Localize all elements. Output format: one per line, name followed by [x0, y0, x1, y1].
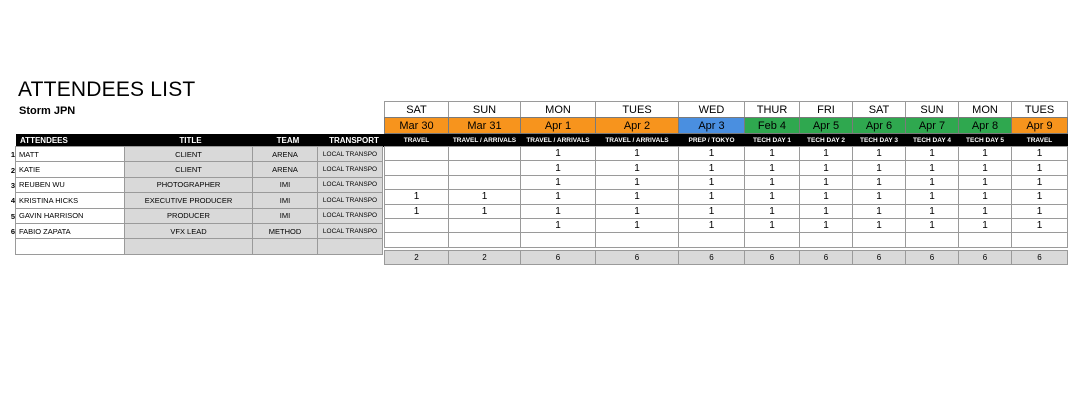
attendance-cell[interactable]: 1 [958, 146, 1012, 161]
attendance-cell[interactable]: 1 [678, 204, 745, 219]
attendance-cell[interactable]: 1 [678, 189, 745, 204]
day-column [449, 102, 521, 265]
attendee-row [4, 147, 387, 162]
attendee-transport-cell[interactable]: LOCAL TRANSPO [317, 177, 383, 193]
attendance-cell[interactable]: 1 [595, 160, 679, 175]
activity-cell[interactable]: TECH DAY 5 [958, 134, 1012, 147]
attendee-team-cell[interactable]: ARENA [252, 146, 318, 162]
attendance-cell[interactable]: 1 [905, 204, 959, 219]
attendance-cell[interactable]: 1 [744, 189, 800, 204]
attendee-name-cell[interactable]: GAVIN HARRISON [15, 208, 125, 224]
attendee-title-cell[interactable]: PHOTOGRAPHER [124, 177, 253, 193]
activity-cell[interactable]: TECH DAY 4 [905, 134, 959, 147]
day-name-cell[interactable]: WED [678, 101, 745, 118]
sheet-title: ATTENDEES LIST [18, 78, 196, 101]
attendance-cell[interactable] [448, 175, 521, 190]
attendance-cell[interactable]: 1 [1011, 175, 1068, 190]
attendance-cell[interactable]: 1 [799, 160, 853, 175]
attendee-team-cell[interactable]: IMI [252, 177, 318, 193]
attendance-cell[interactable]: 1 [1011, 160, 1068, 175]
attendance-cell[interactable]: 1 [520, 189, 596, 204]
date-cell[interactable]: Apr 3 [678, 117, 745, 134]
attendance-cell[interactable]: 1 [384, 189, 449, 204]
attendee-number: 5 [10, 211, 15, 221]
date-cell[interactable]: Mar 31 [448, 117, 521, 134]
attendee-row [4, 209, 387, 224]
attendance-cell[interactable] [520, 232, 596, 247]
attendee-name-cell[interactable]: KATIE [15, 161, 125, 177]
attendance-cell[interactable]: 1 [1011, 146, 1068, 161]
attendance-cell[interactable] [384, 218, 449, 233]
attendance-cell[interactable]: 1 [595, 218, 679, 233]
attendee-number: 1 [10, 150, 15, 160]
day-column [906, 102, 959, 265]
attendance-cell[interactable]: 1 [744, 146, 800, 161]
day-name-cell[interactable]: SUN [905, 101, 959, 118]
day-name-cell[interactable]: SUN [448, 101, 521, 118]
day-column [800, 102, 853, 265]
attendee-team-cell[interactable] [252, 238, 318, 254]
date-cell[interactable]: Apr 7 [905, 117, 959, 134]
attendance-cell[interactable] [384, 146, 449, 161]
day-name-cell[interactable]: TUES [595, 101, 679, 118]
attendance-cell[interactable]: 1 [1011, 189, 1068, 204]
attendee-name-cell[interactable]: REUBEN WU [15, 177, 125, 193]
day-column [959, 102, 1012, 265]
attendance-cell[interactable] [384, 232, 449, 247]
attendance-cell[interactable]: 1 [595, 204, 679, 219]
attendance-cell[interactable] [852, 232, 906, 247]
total-cell[interactable]: 6 [958, 250, 1012, 265]
attendee-title-cell[interactable]: EXECUTIVE PRODUCER [124, 192, 253, 208]
attendance-cell[interactable] [384, 160, 449, 175]
date-cell[interactable]: Apr 8 [958, 117, 1012, 134]
attendance-cell[interactable]: 1 [595, 146, 679, 161]
total-cell[interactable]: 2 [448, 250, 521, 265]
attendance-cell[interactable]: 1 [1011, 204, 1068, 219]
attendance-cell[interactable]: 1 [678, 160, 745, 175]
attendee-transport-cell[interactable]: LOCAL TRANSPO [317, 146, 383, 162]
total-cell[interactable]: 6 [1011, 250, 1068, 265]
attendance-cell[interactable]: 1 [1011, 218, 1068, 233]
day-name-cell[interactable]: MON [958, 101, 1012, 118]
attendee-row [4, 224, 387, 239]
day-column [385, 102, 449, 265]
attendance-cell[interactable]: 1 [799, 204, 853, 219]
day-name-cell[interactable]: THUR [744, 101, 800, 118]
activity-cell[interactable]: TRAVEL / ARRIVALS [595, 134, 679, 147]
attendee-transport-cell[interactable]: LOCAL TRANSPO [317, 192, 383, 208]
attendance-cell[interactable]: 1 [905, 175, 959, 190]
attendance-cell[interactable]: 1 [520, 218, 596, 233]
attendee-transport-cell[interactable] [317, 238, 383, 254]
attendee-number: 6 [10, 227, 15, 237]
date-cell[interactable]: Apr 6 [852, 117, 906, 134]
attendance-cell[interactable] [799, 232, 853, 247]
total-cell[interactable]: 6 [678, 250, 745, 265]
total-cell[interactable]: 6 [595, 250, 679, 265]
activity-cell[interactable]: TECH DAY 3 [852, 134, 906, 147]
attendee-team-cell[interactable]: ARENA [252, 161, 318, 177]
header-team[interactable]: TEAM [255, 134, 321, 147]
attendance-cell[interactable] [1011, 232, 1068, 247]
header-transport[interactable]: TRANSPORT [321, 134, 387, 147]
attendance-cell[interactable]: 1 [678, 175, 745, 190]
attendee-title-cell[interactable]: VFX LEAD [124, 223, 253, 239]
attendance-cell[interactable]: 1 [520, 146, 596, 161]
attendance-cell[interactable] [744, 232, 800, 247]
attendee-title-cell[interactable]: CLIENT [124, 161, 253, 177]
total-cell[interactable]: 6 [852, 250, 906, 265]
day-name-cell[interactable]: FRI [799, 101, 853, 118]
attendee-row [4, 178, 387, 193]
activity-cell[interactable]: TRAVEL / ARRIVALS [520, 134, 596, 147]
total-cell[interactable]: 6 [799, 250, 853, 265]
attendance-cell[interactable]: 1 [448, 204, 521, 219]
attendee-team-cell[interactable]: IMI [252, 192, 318, 208]
attendance-cell[interactable] [958, 232, 1012, 247]
attendance-cell[interactable] [595, 232, 679, 247]
total-cell[interactable]: 2 [384, 250, 449, 265]
attendance-cell[interactable]: 1 [799, 189, 853, 204]
day-name-cell[interactable]: MON [520, 101, 596, 118]
date-cell[interactable]: Feb 4 [744, 117, 800, 134]
attendee-transport-cell[interactable]: LOCAL TRANSPO [317, 161, 383, 177]
attendee-row [4, 193, 387, 208]
day-column [1012, 102, 1068, 265]
attendance-cell[interactable]: 1 [595, 175, 679, 190]
activity-cell[interactable]: TRAVEL / ARRIVALS [448, 134, 521, 147]
sheet-subtitle: Storm JPN [19, 105, 76, 117]
attendance-cell[interactable]: 1 [799, 175, 853, 190]
attendee-number: 2 [10, 165, 15, 175]
attendance-cell[interactable]: 1 [678, 218, 745, 233]
total-cell[interactable]: 6 [520, 250, 596, 265]
attendance-cell[interactable]: 1 [852, 146, 906, 161]
day-name-cell[interactable]: TUES [1011, 101, 1068, 118]
date-cell[interactable]: Apr 9 [1011, 117, 1068, 134]
attendance-cell[interactable]: 1 [744, 175, 800, 190]
total-cell[interactable]: 6 [744, 250, 800, 265]
attendance-cell[interactable] [905, 232, 959, 247]
attendee-number: 3 [10, 180, 15, 190]
day-name-cell[interactable]: SAT [384, 101, 449, 118]
attendee-team-cell[interactable]: METHOD [252, 223, 318, 239]
attendance-cell[interactable]: 1 [958, 160, 1012, 175]
day-grid [385, 102, 1068, 265]
date-cell[interactable]: Apr 2 [595, 117, 679, 134]
attendance-cell[interactable]: 1 [958, 189, 1012, 204]
activity-cell[interactable]: TECH DAY 1 [744, 134, 800, 147]
day-column [679, 102, 745, 265]
attendance-cell[interactable]: 1 [595, 189, 679, 204]
attendance-cell[interactable]: 1 [905, 218, 959, 233]
attendance-cell[interactable]: 1 [744, 204, 800, 219]
attendee-title-cell[interactable]: PRODUCER [124, 208, 253, 224]
date-cell[interactable]: Mar 30 [384, 117, 449, 134]
attendance-cell[interactable] [448, 146, 521, 161]
date-cell[interactable]: Apr 1 [520, 117, 596, 134]
attendance-cell[interactable]: 1 [744, 160, 800, 175]
attendance-cell[interactable]: 1 [520, 204, 596, 219]
attendance-cell[interactable]: 1 [852, 218, 906, 233]
attendance-cell[interactable]: 1 [799, 218, 853, 233]
date-cell[interactable]: Apr 5 [799, 117, 853, 134]
attendance-cell[interactable]: 1 [852, 160, 906, 175]
attendance-cell[interactable] [384, 175, 449, 190]
total-cell[interactable]: 6 [905, 250, 959, 265]
day-column [596, 102, 679, 265]
attendance-cell[interactable]: 1 [448, 189, 521, 204]
attendance-cell[interactable]: 1 [678, 146, 745, 161]
attendee-name-cell[interactable] [15, 238, 125, 254]
attendance-cell[interactable]: 1 [905, 189, 959, 204]
attendance-cell[interactable]: 1 [852, 189, 906, 204]
attendance-cell[interactable]: 1 [905, 160, 959, 175]
activity-cell[interactable]: TRAVEL [384, 134, 449, 147]
day-column [521, 102, 596, 265]
activity-cell[interactable]: TECH DAY 2 [799, 134, 853, 147]
attendee-name-cell[interactable]: FABIO ZAPATA [15, 223, 125, 239]
activity-cell[interactable]: TRAVEL [1011, 134, 1068, 147]
attendance-cell[interactable] [448, 218, 521, 233]
attendee-roster [4, 134, 387, 255]
attendance-cell[interactable]: 1 [958, 175, 1012, 190]
header-title[interactable]: TITLE [126, 134, 255, 147]
attendance-cell[interactable]: 1 [852, 204, 906, 219]
attendance-cell[interactable]: 1 [852, 175, 906, 190]
attendance-cell[interactable]: 1 [905, 146, 959, 161]
attendance-cell[interactable] [678, 232, 745, 247]
attendee-row [4, 162, 387, 177]
attendance-cell[interactable] [448, 232, 521, 247]
day-column [745, 102, 800, 265]
attendance-cell[interactable]: 1 [799, 146, 853, 161]
day-name-cell[interactable]: SAT [852, 101, 906, 118]
attendance-cell[interactable]: 1 [520, 160, 596, 175]
attendee-name-cell[interactable]: MATT [15, 146, 125, 162]
activity-cell[interactable]: PREP / TOKYO [678, 134, 745, 147]
attendee-row [4, 239, 387, 254]
attendance-cell[interactable]: 1 [744, 218, 800, 233]
attendee-name-cell[interactable]: KRISTINA HICKS [15, 192, 125, 208]
attendee-number: 4 [10, 196, 15, 206]
attendee-team-cell[interactable]: IMI [252, 208, 318, 224]
attendance-cell[interactable]: 1 [958, 218, 1012, 233]
attendee-title-cell[interactable]: CLIENT [124, 146, 253, 162]
attendee-transport-cell[interactable]: LOCAL TRANSPO [317, 208, 383, 224]
attendance-cell[interactable] [448, 160, 521, 175]
day-column [853, 102, 906, 265]
header-attendees[interactable]: ATTENDEES [16, 134, 126, 147]
attendee-transport-cell[interactable]: LOCAL TRANSPO [317, 223, 383, 239]
attendance-cell[interactable]: 1 [958, 204, 1012, 219]
attendance-cell[interactable]: 1 [520, 175, 596, 190]
attendance-cell[interactable]: 1 [384, 204, 449, 219]
attendee-title-cell[interactable] [124, 238, 253, 254]
